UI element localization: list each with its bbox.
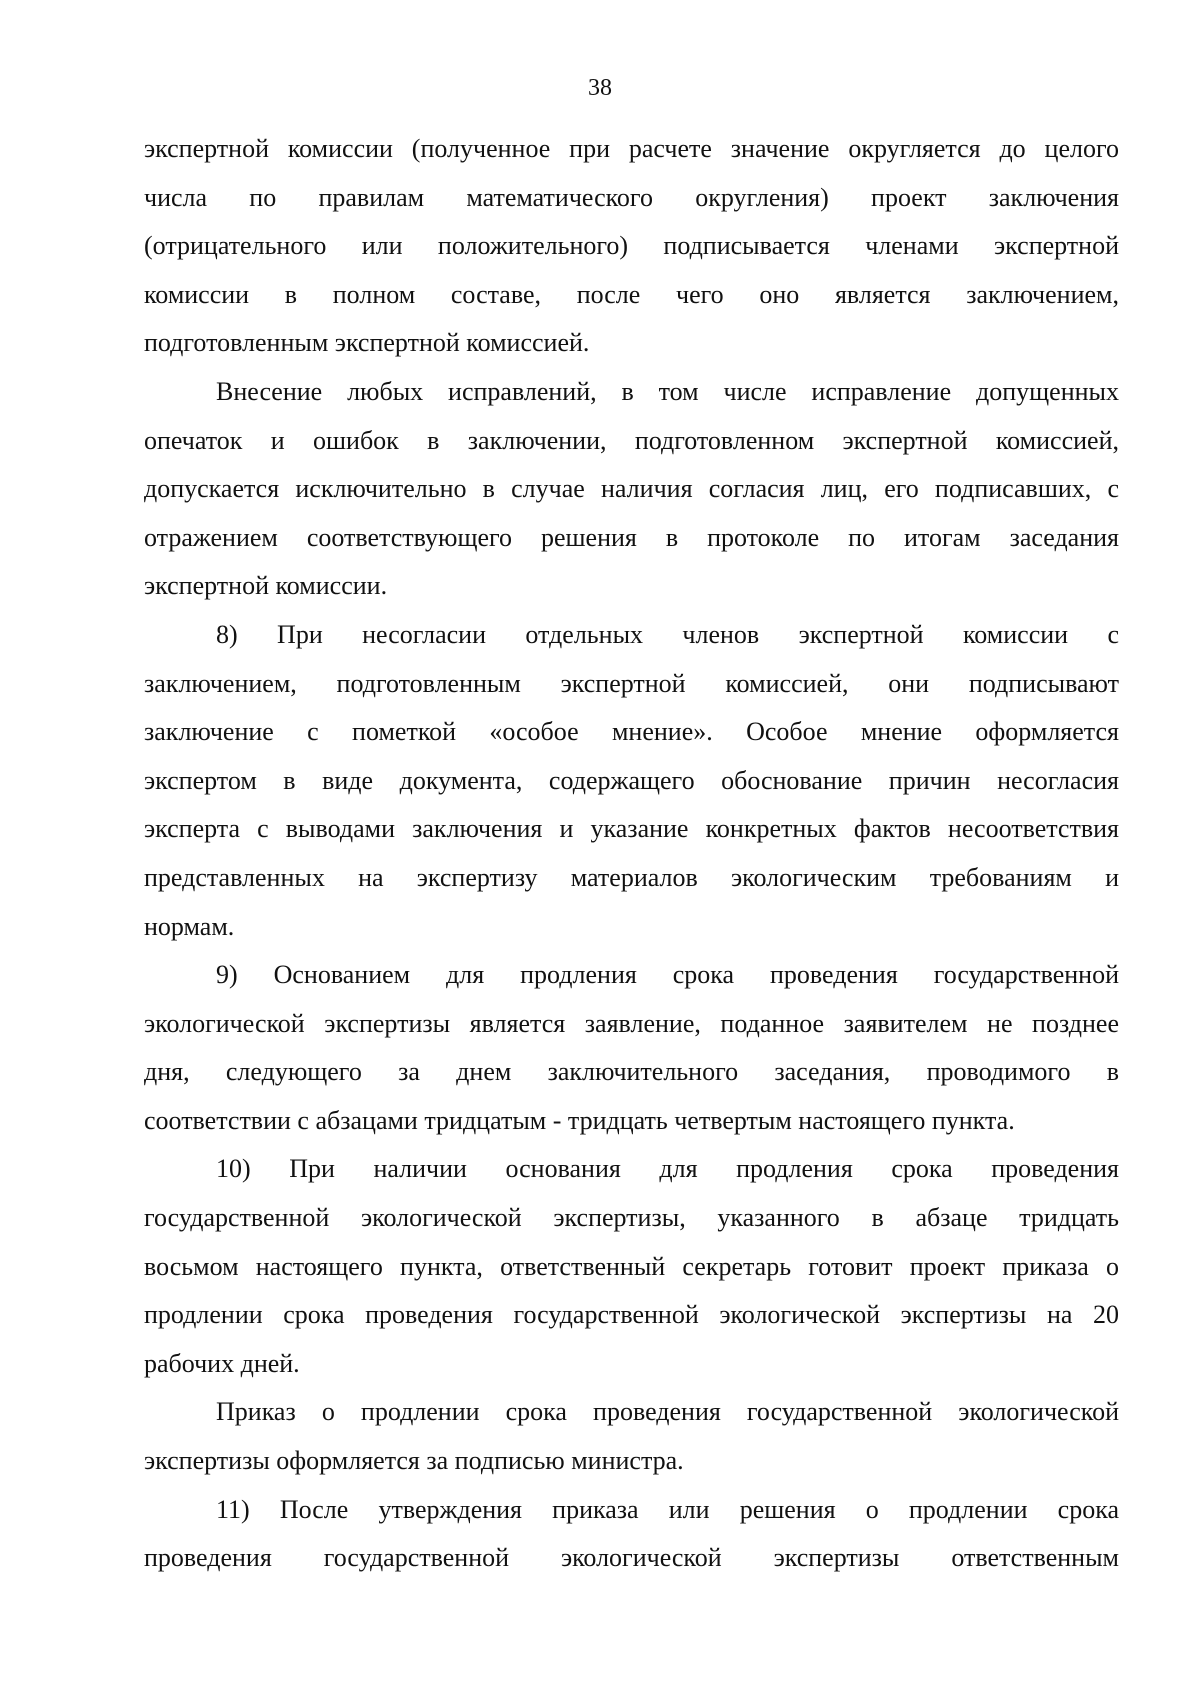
paragraph-1 (144, 125, 1119, 368)
paragraph-item-10 (144, 1145, 1119, 1388)
text-line: восьмом настоящего пункта, ответственный секретарь готовит проект приказа о (144, 1251, 1119, 1281)
text-line: государственной экологической экспертизы, указанного в абзаце тридцать (144, 1203, 1119, 1233)
text-line: отражением соответствующего решения в протоколе по итогам заседания (144, 522, 1119, 552)
paragraph-item-8 (144, 611, 1119, 951)
text-line: экспертной комиссии (полученное при расчете значение округляется до целого (144, 134, 1119, 163)
text-line: дня, следующего за днем заключительного заседания, проводимого в (144, 1057, 1119, 1087)
text-line: допускается исключительно в случае наличия согласия лиц, его подписавших, с (144, 474, 1119, 504)
text-line: экспертизы оформляется за подписью министра. (144, 1446, 684, 1476)
text-line: представленных на экспертизу материалов экологическим требованиям и (144, 862, 1119, 892)
paragraph-item-9 (144, 951, 1119, 1145)
text-line: экологической экспертизы является заявление, поданное заявителем не позднее (144, 1008, 1119, 1038)
paragraph-2 (144, 368, 1119, 611)
text-line: экспертом в виде документа, содержащего обоснование причин несогласия (144, 765, 1119, 795)
text-line: заключением, подготовленным экспертной комиссией, они подписывают (144, 668, 1119, 698)
paragraph-item-11 (144, 1486, 1119, 1583)
text-line: заключение с пометкой «особое мнение». Особое мнение оформляется (144, 717, 1119, 747)
text-line: (отрицательного или положительного) подписывается членами экспертной (144, 231, 1119, 261)
paragraph-order (144, 1388, 1119, 1485)
page-number: 38 (588, 75, 612, 101)
document-body (144, 125, 1119, 1583)
text-line: подготовленным экспертной комиссией. (144, 328, 590, 358)
text-line: эксперта с выводами заключения и указание конкретных фактов несоответствия (144, 814, 1119, 844)
text-line: 9) Основанием для продления срока проведения государственной (216, 960, 1119, 990)
text-line: комиссии в полном составе, после чего оно является заключением, (144, 279, 1119, 309)
text-line: экспертной комиссии. (144, 571, 388, 601)
text-line: Внесение любых исправлений, в том числе исправление допущенных (216, 376, 1119, 406)
text-line: нормам. (144, 911, 235, 941)
text-line: 10) При наличии основания для продления срока проведения (216, 1154, 1119, 1184)
text-line: продлении срока проведения государственной экологической экспертизы на 20 (144, 1300, 1119, 1330)
text-line: 11) После утверждения приказа или решения о продлении срока (216, 1494, 1119, 1524)
text-line: проведения государственной экологической экспертизы ответственным (144, 1543, 1119, 1573)
text-line: 8) При несогласии отдельных членов экспертной комиссии с (216, 619, 1119, 649)
text-line: опечаток и ошибок в заключении, подготовленном экспертной комиссией, (144, 425, 1119, 455)
text-line: рабочих дней. (144, 1348, 300, 1378)
text-line: соответствии с абзацами тридцатым - тридцать четвертым настоящего пункта. (144, 1105, 1015, 1135)
text-line: числа по правилам математического округления) проект заключения (144, 182, 1119, 212)
text-line: Приказ о продлении срока проведения государственной экологической (216, 1397, 1119, 1427)
